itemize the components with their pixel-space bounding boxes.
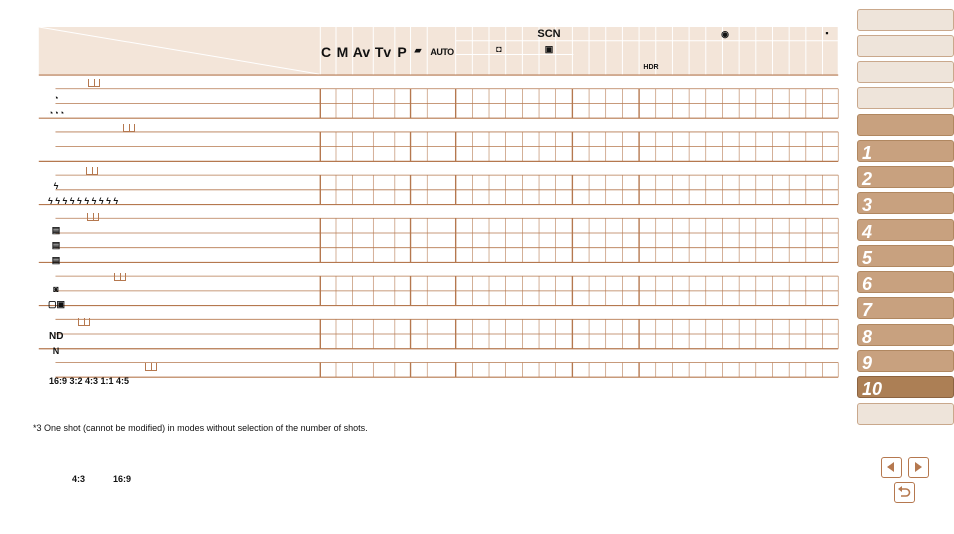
advanced-guide-tab[interactable] <box>857 87 954 109</box>
hdr-icon: HDR <box>643 64 659 71</box>
white-balance-icons: ϟ ϟ ϟ ϟ ϟ ϟ ϟ ϟ ϟ ϟ <box>48 196 119 206</box>
aspect-ratio-options: 16:9 3:2 4:3 1:1 4:5 <box>49 376 130 386</box>
arrow-right-icon <box>909 458 927 476</box>
chapter-tab-5[interactable] <box>857 245 954 267</box>
hybrid-auto-icon: ▰ <box>414 45 422 55</box>
index-tab[interactable] <box>857 403 954 425</box>
chapter-number: 1 <box>862 143 873 163</box>
metering-evaluative-icon: ◙ <box>53 284 59 294</box>
chapter-tab-header[interactable] <box>857 114 954 136</box>
mode-m-header: M <box>336 44 349 60</box>
page-ref-book-icon <box>86 167 98 175</box>
page-ref-book-icon <box>123 124 135 132</box>
page-ref-book-icon <box>87 213 99 221</box>
chapter-tab-8[interactable] <box>857 324 954 346</box>
page-ref-book-icon <box>88 79 100 87</box>
chapter-tab-10[interactable] <box>857 376 954 398</box>
nd-filter-label: ND <box>49 331 64 342</box>
self-timer-icons: ◔◔◔ <box>48 108 65 118</box>
mode-auto-header: AUTO <box>430 47 454 57</box>
chapter-number: 4 <box>862 222 873 242</box>
chapter-number: 3 <box>862 195 873 215</box>
continuous-icon: ▤ <box>51 240 61 250</box>
chapter-number: 5 <box>862 248 873 268</box>
chapter-tab-1[interactable] <box>857 140 954 162</box>
previous-page-button[interactable] <box>881 457 902 478</box>
chapter-number: 9 <box>862 353 873 373</box>
continuous-af-icon: ▤ <box>51 255 61 265</box>
chapter-tab-2[interactable] <box>857 166 954 188</box>
chapter-number: 8 <box>862 327 873 347</box>
portrait-group-icon: ◘ <box>496 44 502 54</box>
chapter-tab-4[interactable] <box>857 219 954 241</box>
mode-av-header: Av <box>352 44 371 60</box>
continuous-off-icon: ▤ <box>51 225 61 235</box>
chapter-tab-6[interactable] <box>857 271 954 293</box>
chapter-number: 7 <box>862 300 873 320</box>
return-arrow-icon <box>895 483 913 501</box>
cover-tab[interactable] <box>857 9 954 31</box>
contents-tab[interactable] <box>857 35 954 57</box>
function-availability-table <box>31 27 846 393</box>
scn-group-header: SCN <box>537 28 561 40</box>
flash-off-icon: ϟ <box>53 181 59 191</box>
mode-tv-header: Tv <box>374 44 392 60</box>
footnote: *3 One shot (cannot be modified) in modes without selection of the number of shots. <box>33 423 368 433</box>
chapter-tab-7[interactable] <box>857 297 954 319</box>
arrow-left-icon <box>882 458 900 476</box>
mode-c-header: C <box>320 44 332 60</box>
page-ref-book-icon <box>145 363 157 371</box>
table-grid <box>31 27 846 386</box>
next-page-button[interactable] <box>908 457 929 478</box>
self-timer-off-icon: ◔ <box>53 93 59 103</box>
chapter-number: 6 <box>862 274 873 294</box>
page-ref-book-icon <box>78 318 90 326</box>
basic-guide-tab[interactable] <box>857 61 954 83</box>
nd-filter-off-icon: N <box>52 346 60 356</box>
page-ref-book-icon <box>114 273 126 281</box>
ratio-note-16-9: 16:9 <box>113 474 132 484</box>
movie-group-icon: ▪ <box>825 28 829 38</box>
scene-group-icon: ▣ <box>544 44 554 54</box>
mode-p-header: P <box>397 44 407 60</box>
chapter-tab-9[interactable] <box>857 350 954 372</box>
metering-center-spot-icons: ▢▣ <box>48 299 66 309</box>
chapter-tab-3[interactable] <box>857 192 954 214</box>
filter-group-icon: ◉ <box>721 29 729 39</box>
chapter-number: 2 <box>862 169 873 189</box>
ratio-note-4-3: 4:3 <box>72 474 86 484</box>
return-button[interactable] <box>894 482 915 503</box>
chapter-number: 10 <box>862 379 883 399</box>
